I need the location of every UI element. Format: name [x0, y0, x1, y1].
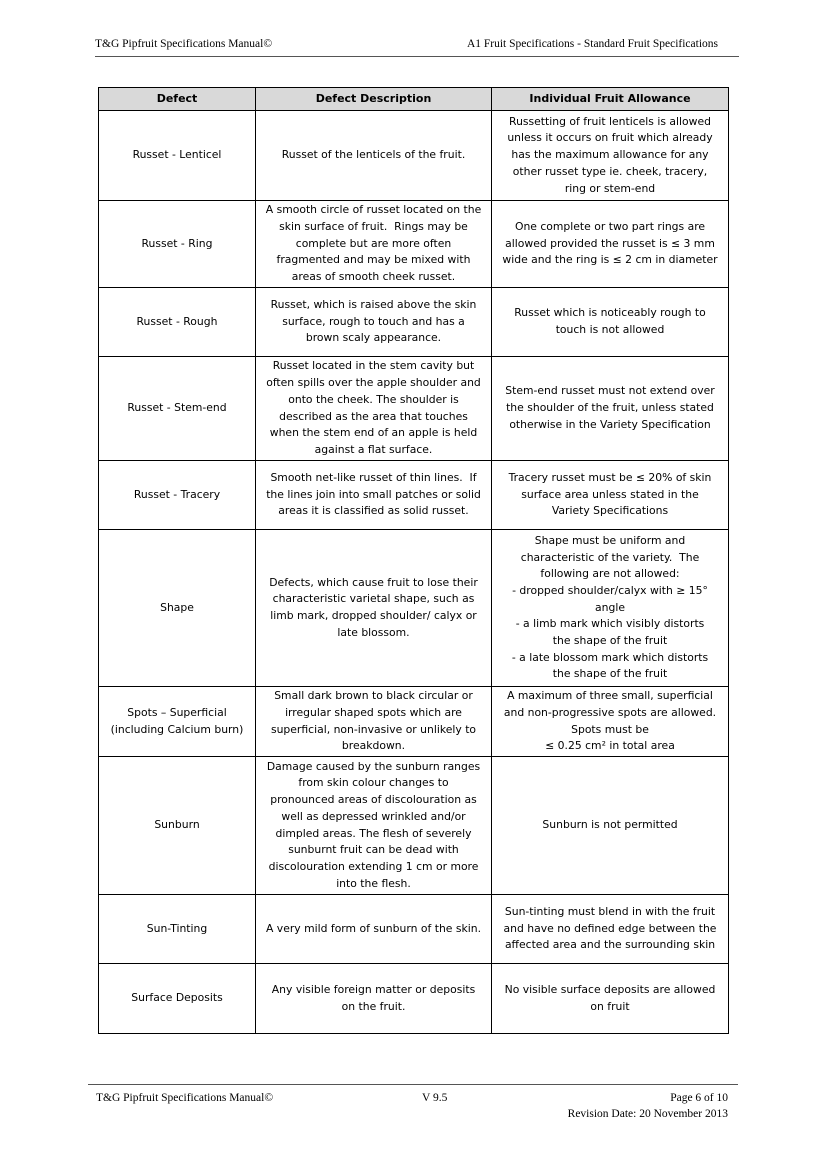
description-line: skin surface of fruit. Rings may be	[279, 219, 468, 233]
description-cell	[256, 964, 492, 1034]
description-line: late blossom.	[337, 625, 410, 639]
col-header-description: Defect Description	[256, 88, 492, 111]
description-line: limb mark, dropped shoulder/ calyx or	[270, 609, 477, 622]
footer-left: T&G Pipfruit Specifications Manual©	[96, 1092, 274, 1104]
allowance-line: unless it occurs on fruit which already	[507, 131, 713, 145]
description-line: pronounced areas of discolouration as	[270, 793, 477, 807]
defect-cell: Russet - Lenticel	[99, 111, 256, 201]
page-footer	[88, 1090, 728, 1130]
description-cell	[256, 895, 492, 964]
description-line: well as depressed wrinkled and/or	[281, 809, 466, 823]
allowance-cell	[492, 461, 729, 530]
allowance-line: - a limb mark which visibly distorts	[515, 617, 705, 631]
allowance-line: - a late blossom mark which distorts	[511, 650, 709, 664]
allowance-line: Russet which is noticeably rough to	[514, 306, 706, 320]
description-line: into the flesh.	[336, 876, 411, 890]
defect-cell: Sun-Tinting	[99, 895, 256, 964]
description-cell	[256, 461, 492, 530]
description-line: areas of smooth cheek russet.	[291, 270, 456, 284]
allowance-line: Sunburn is not permitted	[542, 818, 678, 832]
col-header-allowance: Individual Fruit Allowance	[492, 88, 729, 111]
description-line: when the stem end of an apple is held	[269, 426, 478, 440]
defect-cell: Shape	[99, 530, 256, 687]
allowance-cell	[492, 111, 729, 201]
allowance-line: Russetting of fruit lenticels is allowed	[509, 114, 711, 128]
description-line: Smooth net-like russet of thin lines. If	[270, 470, 477, 484]
allowance-line: Sun-tinting must blend in with the fruit	[504, 904, 716, 918]
allowance-line: wide and the ring is ≤ 2 cm in diameter	[502, 253, 718, 267]
description-line: often spills over the apple shoulder and	[266, 376, 481, 390]
table-row	[99, 964, 729, 1034]
table-row	[99, 201, 729, 288]
description-line: from skin colour changes to	[298, 776, 449, 790]
allowance-cell	[492, 895, 729, 964]
allowance-line: - dropped shoulder/calyx with ≥ 15°	[512, 583, 708, 597]
description-line: brown scaly appearance.	[305, 331, 442, 345]
table-row	[99, 757, 729, 895]
table-row	[99, 111, 729, 201]
allowance-line: ≤ 0.25 cm² in total area	[545, 739, 675, 753]
allowance-line: otherwise in the Variety Specification	[509, 417, 711, 431]
allowance-cell	[492, 964, 729, 1034]
allowance-line: ring or stem-end	[564, 181, 656, 195]
description-line: characteristic varietal shape, such as	[272, 592, 475, 606]
allowance-line: the shoulder of the fruit, unless stated	[506, 401, 714, 415]
description-cell	[256, 201, 492, 288]
allowance-line: the shape of the fruit	[552, 667, 668, 681]
description-line: described as the area that touches	[279, 409, 468, 423]
description-line: the lines join into small patches or solid	[266, 487, 481, 501]
description-line: Damage caused by the sunburn ranges	[266, 759, 481, 773]
allowance-line: has the maximum allowance for any	[511, 148, 709, 162]
allowance-line: angle	[595, 600, 625, 614]
allowance-line: following are not allowed:	[540, 567, 680, 581]
footer-revision-date: Revision Date: 20 November 2013	[567, 1108, 728, 1120]
defect-cell: Russet - Stem-end	[99, 357, 256, 461]
allowance-line: One complete or two part rings are	[514, 219, 706, 233]
allowance-cell	[492, 201, 729, 288]
description-line: dimpled areas. The flesh of severely	[275, 826, 472, 840]
description-line: areas it is classified as solid russet.	[278, 504, 469, 518]
defect-cell: Spots – Superficial (including Calcium burn)	[99, 687, 256, 757]
header-right: A1 Fruit Specifications - Standard Fruit Specifications	[466, 38, 718, 50]
page-header	[95, 38, 718, 54]
allowance-cell	[492, 288, 729, 357]
allowance-line: the shape of the fruit	[552, 634, 668, 648]
allowance-line: on fruit	[590, 999, 630, 1013]
footer-rule	[88, 1084, 738, 1085]
description-cell	[256, 530, 492, 687]
allowance-cell	[492, 530, 729, 687]
description-line: Any visible foreign matter or deposits	[271, 982, 476, 996]
allowance-line: Tracery russet must be ≤ 20% of skin	[508, 470, 712, 484]
description-line: onto the cheek. The shoulder is	[288, 392, 459, 406]
description-line: surface, rough to touch and has a	[282, 314, 465, 328]
description-line: superficial, non-invasive or unlikely to	[270, 722, 477, 736]
table-row	[99, 357, 729, 461]
allowance-line: and have no defined edge between the	[503, 921, 717, 935]
allowance-line: Shape must be uniform and	[534, 533, 686, 547]
description-line: irregular shaped spots which are	[285, 705, 462, 719]
allowance-line: other russet type ie. cheek, tracery,	[512, 164, 708, 178]
fruit-defect-table	[98, 87, 729, 1034]
table-row	[99, 461, 729, 530]
defect-cell: Russet - Rough	[99, 288, 256, 357]
description-line: A very mild form of sunburn of the skin.	[265, 921, 482, 935]
allowance-line: and non-progressive spots are allowed.	[503, 705, 717, 719]
description-cell	[256, 357, 492, 461]
allowance-line: Spots must be	[571, 722, 649, 736]
description-line: A smooth circle of russet located on the	[265, 203, 482, 217]
allowance-line: A maximum of three small, superficial	[507, 689, 713, 703]
footer-page-number: Page 6 of 10	[670, 1092, 728, 1104]
footer-version: V 9.5	[422, 1092, 448, 1104]
allowance-cell	[492, 687, 729, 757]
description-line: Small dark brown to black circular or	[274, 689, 473, 703]
defect-cell: Surface Deposits	[99, 964, 256, 1034]
allowance-cell	[492, 357, 729, 461]
allowance-line: allowed provided the russet is ≤ 3 mm	[505, 236, 715, 250]
footer-right	[568, 1090, 728, 1122]
description-line: on the fruit.	[341, 999, 406, 1013]
allowance-line: characteristic of the variety. The	[520, 550, 700, 564]
description-line: breakdown.	[341, 739, 406, 753]
description-line: Russet located in the stem cavity but	[272, 359, 475, 373]
description-line: discolouration extending 1 cm or more	[268, 859, 479, 873]
table-row	[99, 895, 729, 964]
allowance-cell	[492, 757, 729, 895]
defect-cell: Russet - Tracery	[99, 461, 256, 530]
table-row	[99, 687, 729, 757]
description-line: Russet, which is raised above the skin	[270, 297, 477, 311]
description-line: against a flat surface.	[314, 442, 433, 456]
table-row	[99, 530, 729, 687]
allowance-line: Variety Specifications	[551, 504, 669, 518]
allowance-line: affected area and the surrounding skin	[504, 938, 716, 952]
description-line: Defects, which cause fruit to lose their	[269, 575, 478, 589]
description-line: Russet of the lenticels of the fruit.	[281, 148, 466, 162]
allowance-line: surface area unless stated in the	[521, 487, 699, 501]
allowance-line: Stem-end russet must not extend over	[505, 384, 715, 398]
col-header-defect: Defect	[99, 88, 256, 111]
description-cell	[256, 687, 492, 757]
description-cell	[256, 757, 492, 895]
description-cell	[256, 111, 492, 201]
header-rule	[95, 56, 739, 57]
defect-cell: Russet - Ring	[99, 201, 256, 288]
table-row	[99, 288, 729, 357]
defect-cell: Sunburn	[99, 757, 256, 895]
allowance-line: touch is not allowed	[555, 323, 665, 336]
description-cell	[256, 288, 492, 357]
description-line: sunburnt fruit can be dead with	[288, 843, 459, 857]
description-line: fragmented and may be mixed with	[276, 253, 471, 267]
table-header-row	[99, 88, 729, 111]
header-left: T&G Pipfruit Specifications Manual©	[95, 38, 273, 50]
allowance-line: No visible surface deposits are allowed	[504, 982, 716, 996]
description-line: complete but are more often	[295, 236, 452, 250]
